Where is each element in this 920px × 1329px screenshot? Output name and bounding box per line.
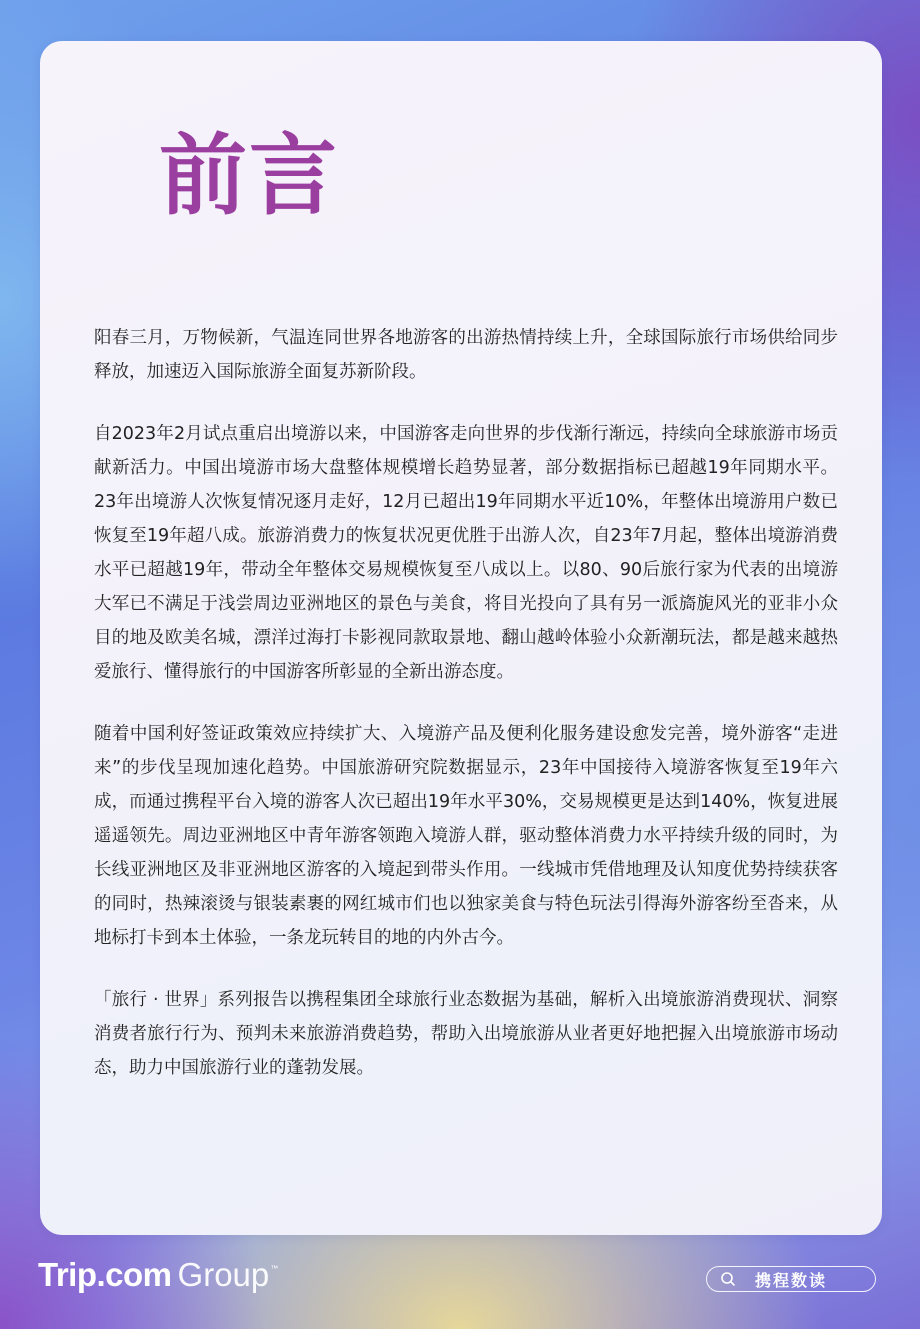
paragraph-3: 随着中国利好签证政策效应持续扩大、入境游产品及便利化服务建设愈发完善，境外游客“走进来”的步伐呈现加速化趋势。中国旅游研究院数据显示，23年中国接待入境游客恢复至19年六成，而通过携程平台入境的游客人次已超出19年水平30%，交易规模更是达到140%，恢复进展遥遥领先。周边亚洲地区中青年游客领跑入境游人群，驱动整体消费力水平持续升级的同时，为长线亚洲地区及非亚洲地区游客的入境起到带头作用。一线城市凭借地理及认知度优势持续获客的同时，热辣滚烫与银装素裹的网红城市们也以独家美食与特色玩法引得海外游客纷至沓来，从地标打卡到本土体验，一条龙玩转目的地的内外古今。 <box>94 724 838 948</box>
search-icon <box>713 1266 743 1292</box>
search-pill-label: 携程数读 <box>755 1270 828 1290</box>
paragraph-4: 「旅行 · 世界」系列报告以携程集团全球旅行业态数据为基础，解析入出境旅游消费现状、洞察消费者旅行行为、预判未来旅游消费趋势，帮助入出境旅游从业者更好地把握入出境旅游市场动态，助力中国旅游行业的蓬勃发展。 <box>94 990 838 1078</box>
body-text <box>94 321 838 1113</box>
paragraph-1: 阳春三月，万物候新，气温连同世界各地游客的出游热情持续上升，全球国际旅行市场供给同步释放，加速迈入国际旅游全面复苏新阶段。 <box>94 328 838 382</box>
page-title: 前言 <box>159 124 340 227</box>
ctrip-data-search-pill[interactable] <box>706 1266 876 1292</box>
paragraph-2: 自2023年2月试点重启出境游以来，中国游客走向世界的步伐渐行渐远，持续向全球旅游市场贡献新活力。中国出境游市场大盘整体规模增长趋势显著，部分数据指标已超越19年同期水平。23年出境游人次恢复情况逐月走好，12月已超出19年同期水平近10%，年整体出境游用户数已恢复至19年超八成。旅游消费力的恢复状况更优胜于出游人次，自23年7月起，整体出境游消费水平已超越19年，带动全年整体交易规模恢复至八成以上。以80、90后旅行家为代表的出境游大军已不满足于浅尝周边亚洲地区的景色与美食，将目光投向了具有另一派旖旎风光的亚非小众目的地及欧美名城，漂洋过海打卡影视同款取景地、翻山越岭体验小众新潮玩法，都是越来越热爱旅行、懂得旅行的中国游客所彰显的全新出游态度。 <box>94 424 838 682</box>
logo-brand: Trip.com <box>38 1256 172 1293</box>
tripcom-group-logo <box>38 1256 278 1296</box>
content-card <box>40 41 882 1235</box>
logo-trademark: ™ <box>270 1264 279 1273</box>
logo-group: Group <box>177 1256 270 1293</box>
